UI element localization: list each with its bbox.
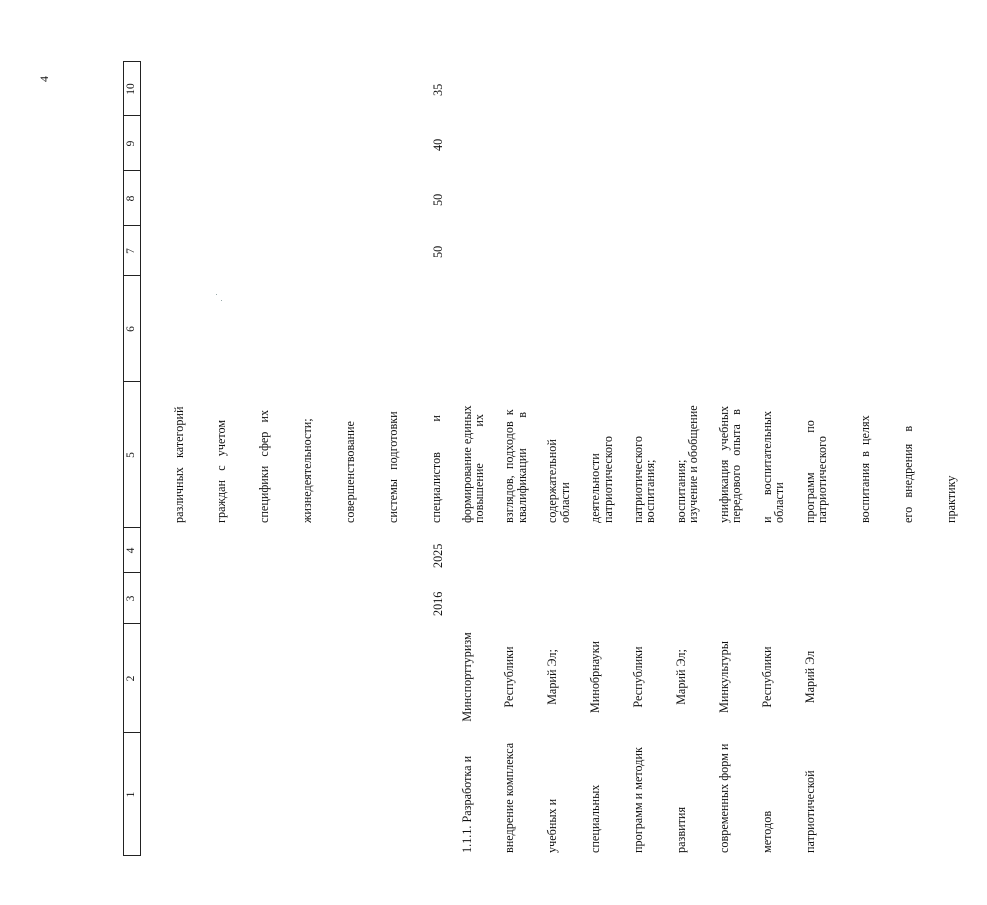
row-1-1-1-col9-value: 40	[431, 138, 445, 151]
header-col-8: 8	[125, 195, 137, 202]
header-col-3: 3	[125, 595, 137, 602]
line: программ и методик	[631, 747, 646, 853]
header-col-4: 4	[125, 547, 137, 554]
header-col-9: 9	[125, 140, 137, 147]
line: патриотического	[631, 436, 646, 523]
line: практику	[943, 475, 958, 523]
line: Марий Эл	[802, 650, 817, 704]
scan-speck	[216, 294, 217, 295]
line: и воспитательных	[759, 410, 774, 523]
row-1-1-1-col10-value: 35	[431, 83, 445, 96]
line: воспитания;	[674, 459, 689, 523]
line: патриотической	[802, 770, 817, 853]
line: деятельности	[588, 453, 603, 523]
line: системы подготовки	[386, 411, 401, 523]
line: содержательной	[545, 439, 560, 523]
line: унификация учебных	[716, 405, 731, 523]
line: воспитания;	[643, 459, 658, 523]
line: различных категорий	[171, 406, 186, 523]
line: Марий Эл;	[674, 649, 689, 705]
line: Республики	[759, 646, 774, 708]
row-1-1-1-col7-value: 50	[431, 245, 445, 258]
line: формирование единых	[459, 405, 474, 523]
row-1-1-1-start-year: 2016	[431, 591, 445, 616]
line: современных форм и	[716, 743, 731, 853]
line: Минобрнауки	[588, 640, 603, 714]
line: изучение и обобщение	[686, 405, 701, 523]
header-col-2: 2	[125, 675, 137, 682]
line: воспитания в целях	[857, 415, 872, 523]
page-number: 4	[37, 76, 51, 82]
line: квалификации в	[514, 412, 529, 523]
line: его внедрения в	[900, 425, 915, 523]
line: специфики сфер их	[257, 409, 272, 523]
line: Республики	[502, 646, 517, 708]
line: взглядов, подходов к	[502, 409, 517, 523]
line: программ по	[802, 420, 817, 523]
row-1-1-1-col8-value: 50	[431, 193, 445, 206]
line: Марий Эл;	[545, 649, 560, 705]
line: граждан с учетом	[214, 419, 229, 523]
header-col-5: 5	[125, 452, 137, 458]
line: внедрение комплекса	[502, 742, 517, 853]
line: Минспорттуризм	[459, 632, 474, 722]
header-col-1: 1	[125, 791, 137, 798]
line: области	[772, 482, 787, 523]
header-col-7: 7	[125, 248, 137, 254]
row-1-1-1-col2-text	[431, 629, 846, 725]
header-col-10: 10	[125, 83, 137, 95]
line: области	[557, 482, 572, 523]
line: методов	[759, 810, 774, 853]
row-1-1-1-col5-text	[428, 405, 846, 523]
line: 1.1.1. Разработка и	[459, 755, 474, 853]
header-bottom-rule	[140, 61, 141, 856]
line: Республики	[631, 646, 646, 708]
line: жизнедеятельности;	[300, 418, 315, 523]
row-1-1-1-col1-text	[431, 743, 846, 853]
header-col-6: 6	[125, 326, 137, 332]
line: патриотического	[814, 436, 829, 523]
scan-speck	[221, 300, 222, 301]
line: передового опыта в	[729, 409, 744, 523]
line: учебных и	[545, 798, 560, 853]
line: специальных	[588, 784, 603, 853]
line: развития	[674, 806, 689, 853]
line: совершенствование	[343, 421, 358, 523]
line: повышение их	[471, 414, 486, 523]
row-1-1-1-end-year: 2025	[431, 543, 445, 568]
line: Минкультуры	[716, 641, 731, 713]
line: патриотического	[600, 436, 615, 523]
line: специалистов и	[428, 415, 443, 523]
